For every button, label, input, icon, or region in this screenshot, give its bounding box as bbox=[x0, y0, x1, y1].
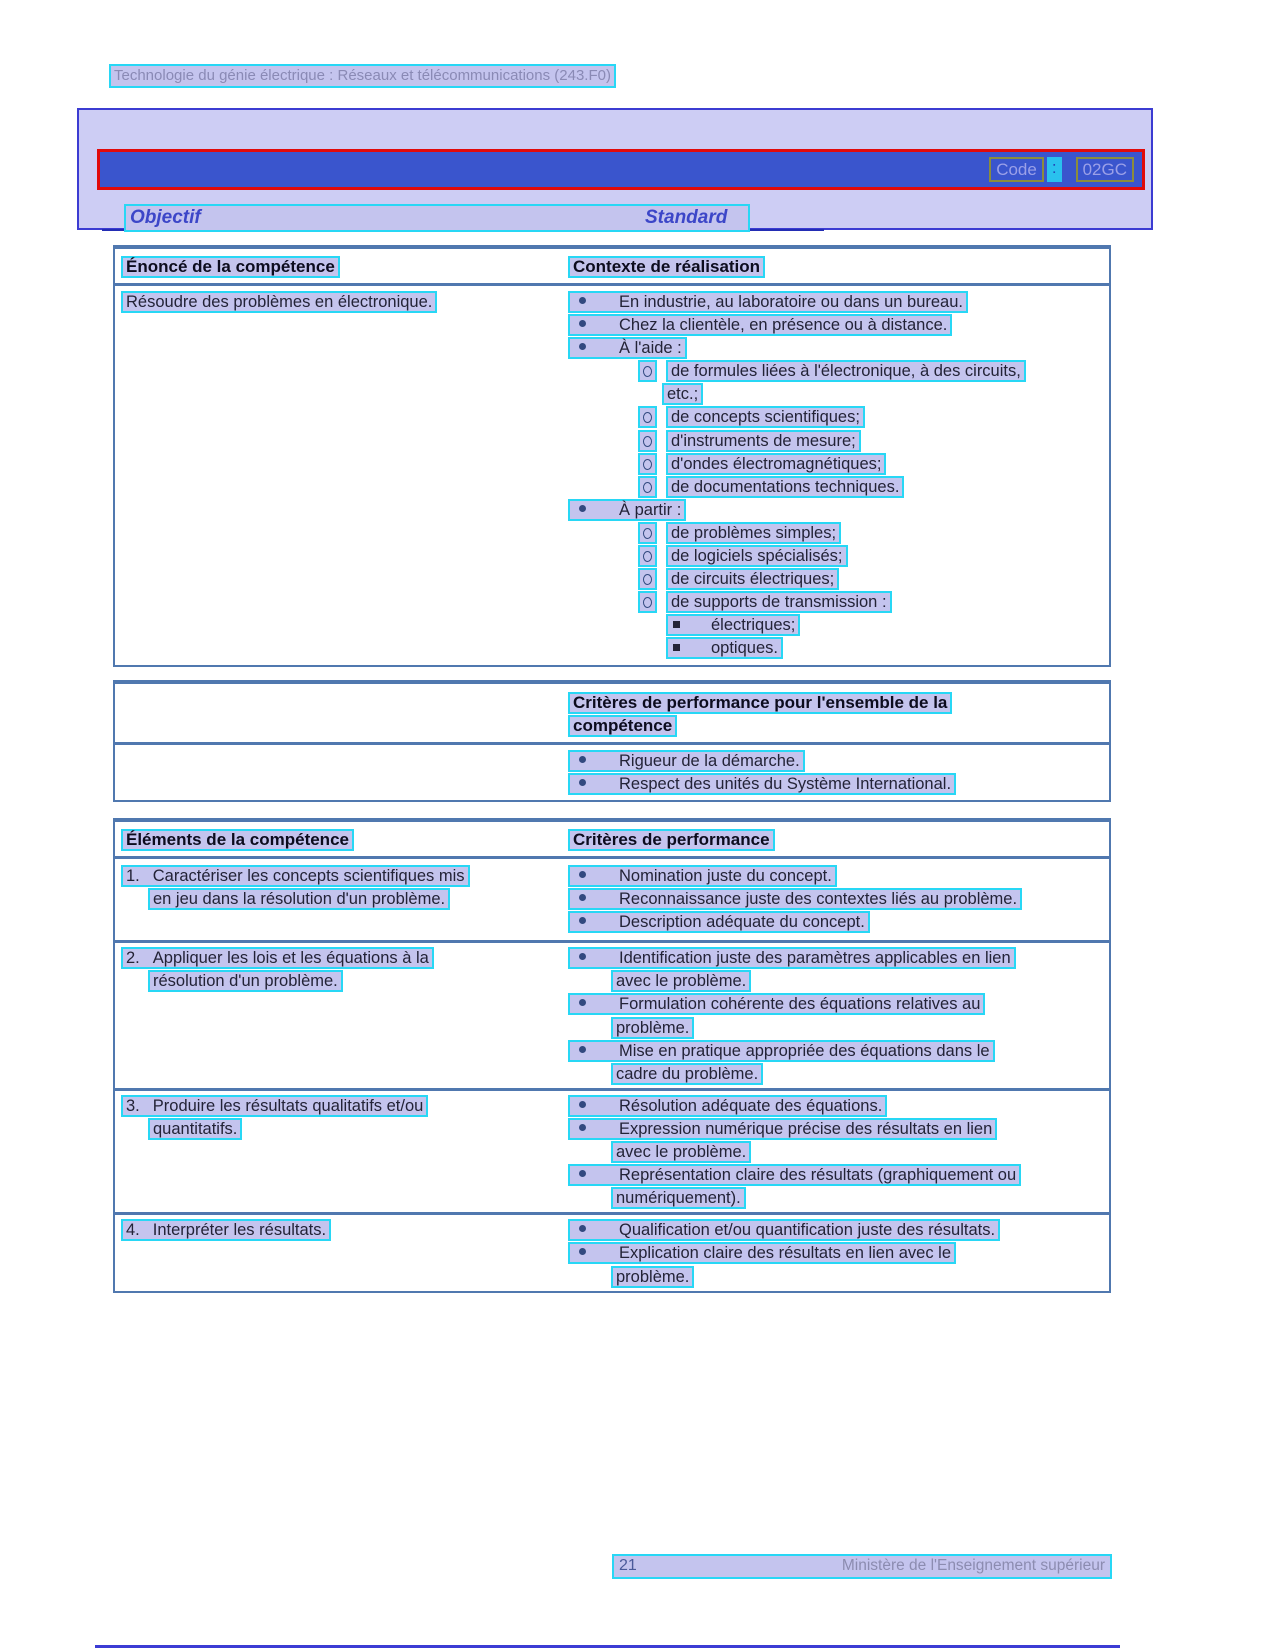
element-statement: 2. Appliquer les lois et les équations à la bbox=[121, 947, 565, 970]
context-item: À l'aide : bbox=[565, 337, 1109, 360]
bullet-icon bbox=[579, 1248, 586, 1255]
context-subitem: d'instruments de mesure; bbox=[565, 430, 1109, 453]
element-statement: 3. Produire les résultats qualitatifs et/ou bbox=[121, 1095, 565, 1118]
criteria-item: Expression numérique précise des résultats en lien bbox=[565, 1118, 1109, 1141]
code-bar bbox=[97, 149, 1145, 190]
context-subitem-continuation: etc.; bbox=[565, 383, 1109, 406]
square-bullet-icon bbox=[673, 621, 680, 628]
table-header-row bbox=[115, 822, 1109, 859]
element-statement-continuation: quantitatifs. bbox=[121, 1118, 565, 1141]
competence-statement: Résoudre des problèmes en électronique. bbox=[121, 291, 565, 314]
context-subitem: d'ondes électromagnétiques; bbox=[565, 453, 1109, 476]
table-header-row bbox=[115, 249, 1109, 286]
circle-bullet-icon bbox=[643, 459, 652, 470]
context-subitem: de logiciels spécialisés; bbox=[565, 545, 1109, 568]
code-label: Code bbox=[989, 157, 1044, 182]
objective-banner bbox=[77, 108, 1153, 230]
circle-bullet-icon bbox=[643, 366, 652, 377]
criteria-item-continuation: problème. bbox=[565, 1266, 1109, 1289]
context-subitem: de circuits électriques; bbox=[565, 568, 1109, 591]
circle-bullet-icon bbox=[643, 574, 652, 585]
bullet-icon bbox=[579, 779, 586, 786]
bullet-icon bbox=[579, 953, 586, 960]
criteria-item: Mise en pratique appropriée des équations dans le bbox=[565, 1040, 1109, 1063]
bullet-icon bbox=[579, 1101, 586, 1108]
context-subitem: de concepts scientifiques; bbox=[565, 406, 1109, 429]
bullet-icon bbox=[579, 1225, 586, 1232]
footer-rule bbox=[95, 1645, 1120, 1648]
criteria-item-continuation: cadre du problème. bbox=[565, 1063, 1109, 1086]
overall-criteria-table bbox=[113, 680, 1111, 802]
page-footer bbox=[612, 1554, 1112, 1579]
bullet-icon bbox=[579, 343, 586, 350]
bullet-icon bbox=[579, 871, 586, 878]
criteria-item: Respect des unités du Système International. bbox=[565, 773, 1109, 796]
competence-context-table bbox=[113, 245, 1111, 667]
context-subsubitem: électriques; bbox=[565, 614, 1109, 637]
column-header-elements: Éléments de la compétence bbox=[126, 830, 349, 849]
code-value: 02GC bbox=[1076, 157, 1134, 182]
document-title: Technologie du génie électrique : Réseaux et télécommunications (243.F0) bbox=[114, 67, 611, 84]
context-item: Chez la clientèle, en présence ou à distance. bbox=[565, 314, 1109, 337]
context-subitem: de problèmes simples; bbox=[565, 522, 1109, 545]
standard-heading: Standard bbox=[645, 207, 728, 228]
criteria-item: Explication claire des résultats en lien avec le bbox=[565, 1242, 1109, 1265]
criteria-item: Rigueur de la démarche. bbox=[565, 750, 1109, 773]
circle-bullet-icon bbox=[643, 551, 652, 562]
bullet-icon bbox=[579, 999, 586, 1006]
bullet-icon bbox=[579, 894, 586, 901]
context-subitem: de supports de transmission : bbox=[565, 591, 1109, 614]
bullet-icon bbox=[579, 297, 586, 304]
bullet-icon bbox=[579, 917, 586, 924]
circle-bullet-icon bbox=[643, 528, 652, 539]
square-bullet-icon bbox=[673, 644, 680, 651]
circle-bullet-icon bbox=[643, 436, 652, 447]
criteria-item-continuation: problème. bbox=[565, 1017, 1109, 1040]
column-header-contexte: Contexte de réalisation bbox=[573, 257, 761, 276]
bullet-icon bbox=[579, 1124, 586, 1131]
context-subitem: de formules liées à l'électronique, à des circuits, bbox=[565, 360, 1109, 383]
circle-bullet-icon bbox=[643, 597, 652, 608]
document-header bbox=[109, 64, 616, 88]
column-header-criteres-ensemble: Critères de performance pour l'ensemble de la bbox=[573, 693, 948, 712]
context-item: En industrie, au laboratoire ou dans un bureau. bbox=[565, 291, 1109, 314]
elements-criteria-table bbox=[113, 818, 1111, 1293]
criteria-item-continuation: numériquement). bbox=[565, 1187, 1109, 1210]
table-header-row: Critères de performance pour l'ensemble de la compétence bbox=[115, 684, 1109, 745]
element-row-3 bbox=[115, 1088, 1109, 1212]
element-statement-continuation: résolution d'un problème. bbox=[121, 970, 565, 993]
criteria-item-continuation: avec le problème. bbox=[565, 1141, 1109, 1164]
table-body-row bbox=[115, 745, 1109, 800]
criteria-item: Nomination juste du concept. bbox=[565, 865, 1109, 888]
context-item: À partir : bbox=[565, 499, 1109, 522]
objectif-standard-row bbox=[124, 204, 750, 232]
criteria-item: Représentation claire des résultats (graphiquement ou bbox=[565, 1164, 1109, 1187]
bullet-icon bbox=[579, 1046, 586, 1053]
criteria-item: Reconnaissance juste des contextes liés au problème. bbox=[565, 888, 1109, 911]
ministry-name: Ministère de l'Enseignement supérieur bbox=[841, 1557, 1105, 1574]
criteria-item: Qualification et/ou quantification juste des résultats. bbox=[565, 1219, 1109, 1242]
circle-bullet-icon bbox=[643, 482, 652, 493]
element-row-2 bbox=[115, 940, 1109, 1088]
element-statement: 1. Caractériser les concepts scientifiques mis bbox=[121, 865, 565, 888]
circle-bullet-icon bbox=[643, 412, 652, 423]
element-statement: 4. Interpréter les résultats. bbox=[121, 1219, 565, 1242]
criteria-item: Description adéquate du concept. bbox=[565, 911, 1109, 934]
criteria-item: Formulation cohérente des équations relatives au bbox=[565, 993, 1109, 1016]
criteria-item-continuation: avec le problème. bbox=[565, 970, 1109, 993]
context-subsubitem: optiques. bbox=[565, 637, 1109, 660]
bullet-icon bbox=[579, 320, 586, 327]
bullet-icon bbox=[579, 756, 586, 763]
column-header-criteres: Critères de performance bbox=[573, 830, 770, 849]
context-subitem: de documentations techniques. bbox=[565, 476, 1109, 499]
table-body-row bbox=[115, 286, 1109, 665]
objectif-heading: Objectif bbox=[130, 207, 201, 228]
code-colon: : bbox=[1047, 157, 1062, 182]
element-row-4 bbox=[115, 1212, 1109, 1290]
bullet-icon bbox=[579, 505, 586, 512]
criteria-item: Résolution adéquate des équations. bbox=[565, 1095, 1109, 1118]
element-row-1 bbox=[115, 859, 1109, 940]
element-statement-continuation: en jeu dans la résolution d'un problème. bbox=[121, 888, 565, 911]
criteria-item: Identification juste des paramètres applicables en lien bbox=[565, 947, 1109, 970]
column-header-enonce: Énoncé de la compétence bbox=[126, 257, 335, 276]
page-number: 21 bbox=[619, 1557, 637, 1574]
bullet-icon bbox=[579, 1170, 586, 1177]
